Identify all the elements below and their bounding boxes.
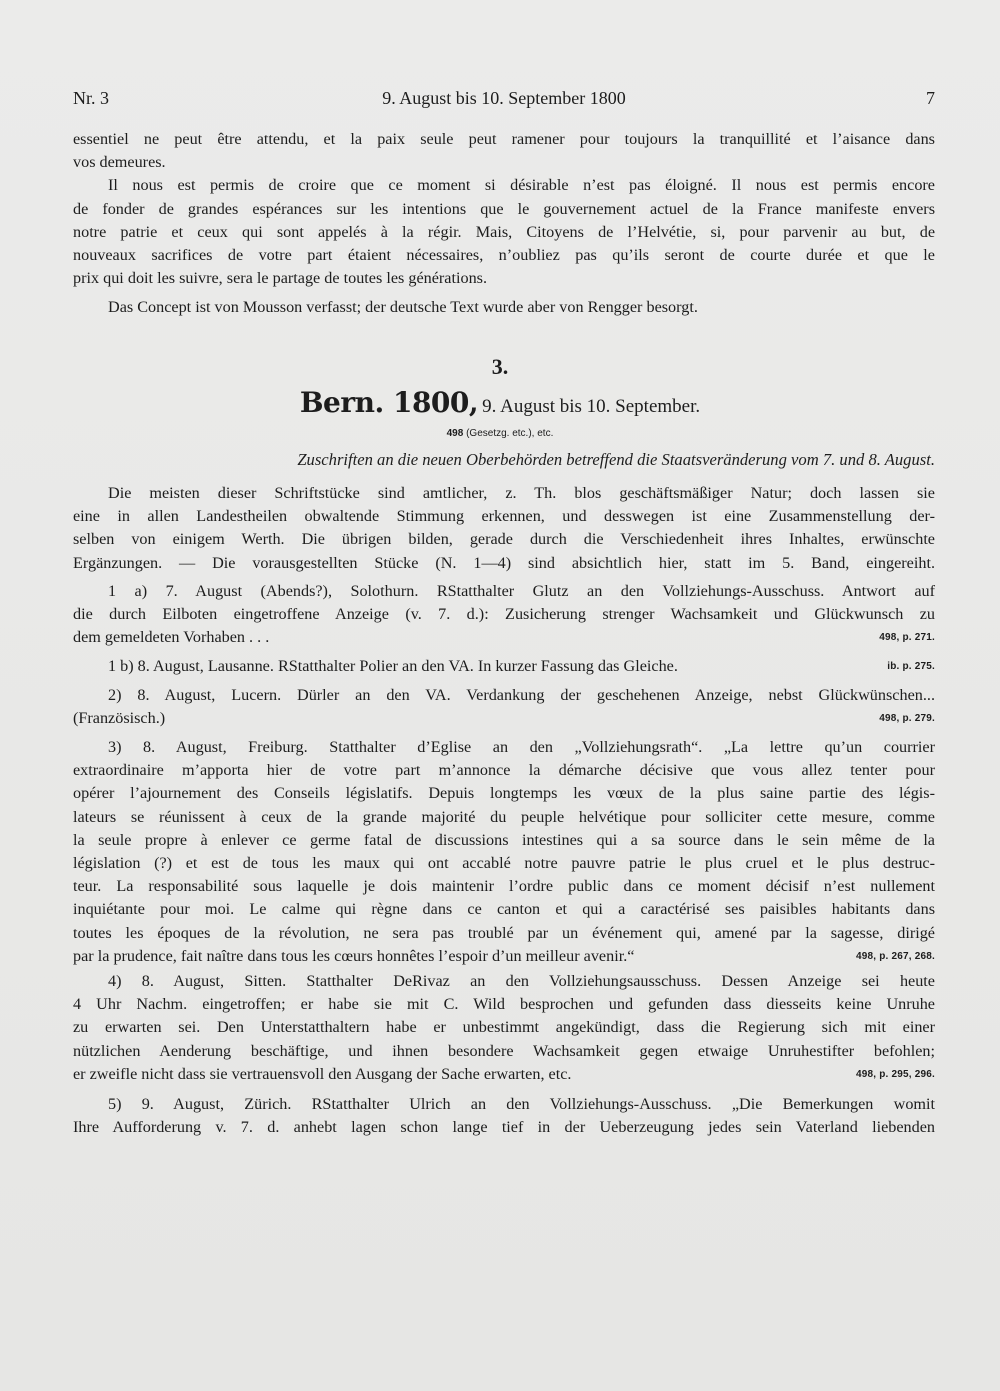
source-number: 498 bbox=[446, 428, 464, 439]
archive-reference: ib. p. 275. bbox=[887, 661, 935, 672]
text-line: dem gemeldeten Vorhaben . . . 498, p. 271. bbox=[73, 626, 935, 649]
editor-note: Das Concept ist von Mousson verfasst; der deutsche Text wurde aber von Rengger besorgt. bbox=[108, 298, 698, 317]
entry-1a bbox=[73, 580, 935, 650]
text-line: 3) 8. August, Freiburg. Statthalter d’Eglise an den „Vollziehungsrath“. „La lettre qu’un courrier bbox=[108, 738, 935, 756]
document-number: Nr. 3 bbox=[73, 88, 109, 108]
text-line: toutes les époques de la révolution, ne sera pas troublé par un événement qui, amené par la sagesse, dirigé bbox=[73, 923, 935, 942]
archive-reference: 498, p. 279. bbox=[879, 713, 935, 725]
text-line: (Französisch.) 498, p. 279. bbox=[73, 707, 935, 730]
entry-1b bbox=[73, 655, 935, 678]
text-line: Ihre Aufforderung v. 7. d. anhebt lagen schon lange tief in der Ueberzeugung jedes sein Vaterland liebenden bbox=[73, 1118, 935, 1137]
section-number: 3. bbox=[491, 354, 509, 379]
text-line: teur. La responsabilité sous laquelle je dois maintenir l’ordre public dans ce moment décisif n’est nullement bbox=[73, 877, 935, 896]
text-line: notre patrie et ceux qui sont appelés à la régir. Mais, Citoyens de l’Helvétie, si, pour parvenir au but, de bbox=[73, 222, 935, 241]
text-line: 5) 9. August, Zürich. RStatthalter Ulrich an den Vollziehungs-Ausschuss. „Die Bemerkungen womit bbox=[108, 1095, 935, 1113]
text-line: de fonder de grandes espérances sur les intentions que le gouvernement actuel de la France manifeste envers bbox=[73, 199, 935, 218]
running-header bbox=[73, 88, 935, 114]
text-line: Il nous est permis de croire que ce moment si désirable n’est pas éloigné. Il nous est permis encore bbox=[108, 176, 935, 195]
text-line: inquiétante pour moi. Le calme qui règne dans ce canton et qui a caractérisé ses paisibles habitants dans bbox=[73, 900, 935, 919]
text-line: nouveaux sacrifices de votre part étaient nécessaires, n’oubliez pas qu’ils seront de courte durée et que le bbox=[73, 246, 935, 265]
text-line: législation (?) et est de tous les maux qui ont accablé notre pauvre patrie le plus cruel et le plus destruc- bbox=[73, 854, 935, 873]
text-line: 1 b) 8. August, Lausanne. RStatthalter Polier an den VA. In kurzer Fassung das Gleiche. ib. p. 275. bbox=[73, 655, 935, 678]
text-line: lateurs se réunissent à ceux de la grande majorité du peuple helvétique pour solliciter cette mesure, comme bbox=[73, 807, 935, 826]
section-title: Zuschriften an die neuen Oberbehörden betreffend die Staatsveränderung vom 7. und 8. August. bbox=[297, 450, 935, 469]
text-line: zu erwarten sei. Den Unterstatthaltern habe er unbestimmt angekündigt, dass die Regierung sich mit einer bbox=[73, 1018, 935, 1037]
text-line: er zweifle nicht dass sie vertrauensvoll den Ausgang der Sache erwarten, etc. 498, p. 295, 296. bbox=[73, 1063, 935, 1086]
section-heading bbox=[0, 386, 1000, 419]
text-line: 4 Uhr Nachm. eingetroffen; er habe sie mit C. Wild besprochen und gefunden dass diesseits keine Unruhe bbox=[73, 995, 935, 1014]
entry-3 bbox=[73, 736, 935, 968]
text-line: 1 a) 7. August (Abends?), Solothurn. RStatthalter Glutz an den Vollziehungs-Ausschuss. Antwort auf bbox=[108, 582, 935, 600]
archive-reference: 498, p. 271. bbox=[879, 632, 935, 644]
text-line: extraordinaire m’apporta hier de votre part m’annonce la démarche décisive que vous allez tenter pour bbox=[73, 761, 935, 780]
text-line: selben von einigem Werth. Die übrigen bilden, gerade durch die Verschiedenheit ihres Inhaltes, erwünschte bbox=[73, 530, 935, 549]
text-line: nützlichen Aenderung beschäftige, und ihnen besondere Wachsamkeit gegen etwaige Unruhestifter befohlen; bbox=[73, 1041, 935, 1060]
section-source bbox=[0, 428, 1000, 439]
text-line: 2) 8. August, Lucern. Dürler an den VA. Verdankung der geschehenen Anzeige, nebst Glückwünschen... bbox=[108, 686, 935, 704]
section-place-year: Bern. 1800, bbox=[299, 386, 479, 419]
intro-paragraphs bbox=[73, 128, 935, 320]
preface-paragraph bbox=[73, 482, 935, 575]
text-line: Ergänzungen. — Die vorausgestellten Stücke (N. 1—4) sind absichtlich hier, statt im 5. Band, eingereiht. bbox=[73, 553, 935, 572]
entry-5 bbox=[73, 1093, 935, 1139]
text-line: die durch Eilboten eingetroffene Anzeige (v. 7. d.): Zusicherung strenger Wachsamkeit und Glückwunsch zu bbox=[73, 605, 935, 624]
text-line: la seule propre à enlever ce germe fatal de discussions intestines qui a sa source dans le sein même de la bbox=[73, 830, 935, 849]
text-line: vos demeures. bbox=[73, 153, 166, 172]
date-range-header: 9. August bis 10. September 1800 bbox=[382, 88, 626, 108]
text-line: prix qui doit les suivre, sera le partage de toutes les générations. bbox=[73, 269, 488, 288]
text-line: essentiel ne peut être attendu, et la paix seule peut ramener pour toujours la tranquillité et l’aisance dans bbox=[73, 130, 935, 148]
entry-4 bbox=[73, 970, 935, 1086]
section-dates: 9. August bis 10. September. bbox=[482, 396, 701, 417]
text-line: opérer l’ajournement des Conseils législatifs. Depuis longtemps les vœux de la plus saine partie des légis- bbox=[73, 784, 935, 803]
page-number: 7 bbox=[926, 88, 935, 108]
text-line: par la prudence, fait naître dans tous les cœurs honnêtes l’espoir d’un meilleur avenir.“ 498, p. 267, 268. bbox=[73, 945, 935, 968]
archive-reference: 498, p. 295, 296. bbox=[855, 1068, 935, 1080]
text-line: 4) 8. August, Sitten. Statthalter DeRivaz an den Vollziehungsausschuss. Dessen Anzeige sei heute bbox=[108, 972, 935, 990]
text-line: Die meisten dieser Schriftstücke sind amtlicher, z. Th. blos geschäftsmäßiger Natur; doch lassen sie bbox=[108, 484, 935, 502]
entry-2 bbox=[73, 684, 935, 730]
source-rest: (Gesetzg. etc.), etc. bbox=[466, 428, 554, 439]
archive-reference: 498, p. 267, 268. bbox=[855, 950, 935, 962]
text-line: eine in allen Landestheilen obwaltende Stimmung erkennen, und desswegen ist eine Zusammenstellung der- bbox=[73, 507, 935, 526]
